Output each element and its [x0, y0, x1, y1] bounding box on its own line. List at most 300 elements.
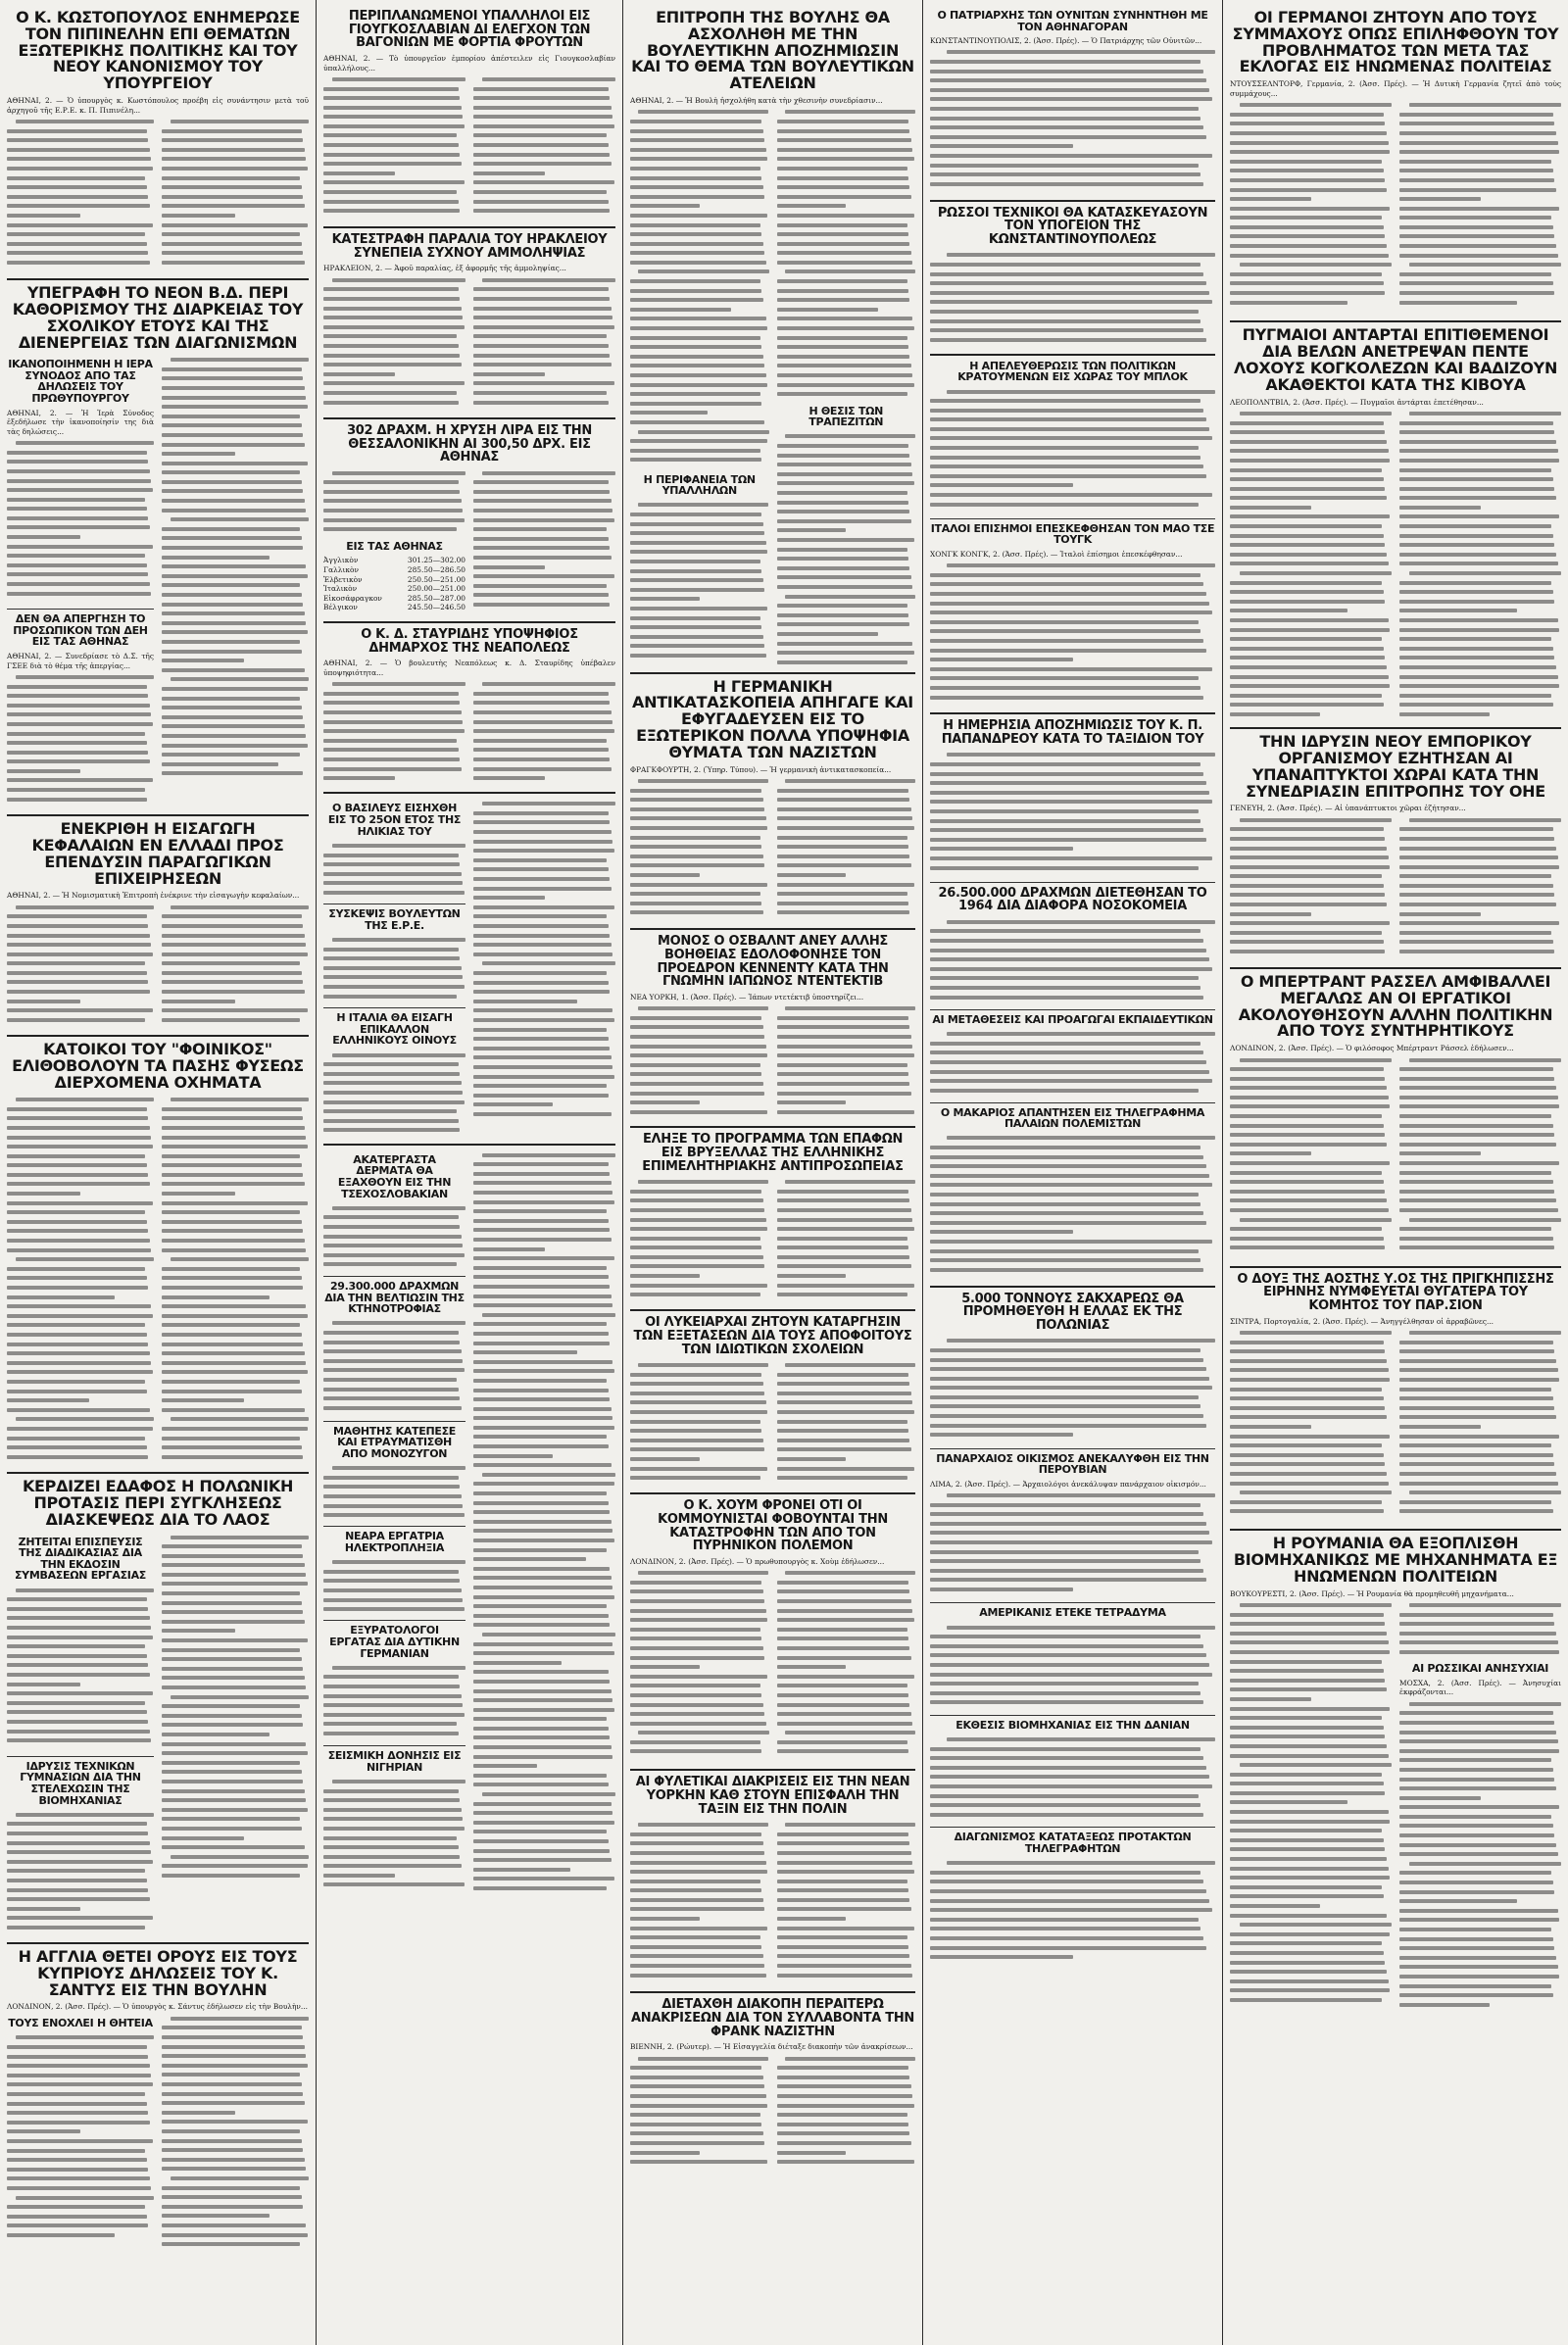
- dateline: ΑΘΗΝΑΙ, 2. — Ὁ βουλευτὴς Νεαπόλεως κ. Δ. Σταυρίδης ὑπέβαλεν ὑποψηφιότητα...: [323, 659, 615, 677]
- text-line: [1230, 1958, 1392, 1968]
- text-line: [630, 456, 769, 465]
- text-line: [630, 805, 769, 814]
- text-line: [1230, 251, 1392, 261]
- text-line: [930, 589, 1215, 599]
- text-line: [930, 104, 1215, 114]
- text-line: [1230, 1130, 1392, 1140]
- text-line: [323, 285, 466, 295]
- text-line: [7, 776, 154, 786]
- text-line: [1399, 900, 1561, 909]
- text-line: [777, 658, 916, 667]
- text-line: [777, 1177, 916, 1187]
- column-5: [1223, 0, 1568, 2345]
- text-line: [777, 276, 916, 286]
- text-line: [1230, 1366, 1392, 1376]
- text-line: [1399, 1840, 1561, 1850]
- text-line: [1230, 1224, 1392, 1234]
- text-line: [162, 1104, 309, 1114]
- text-line: [473, 1282, 615, 1292]
- text-line: [473, 1006, 615, 1016]
- text-line: [930, 1800, 1215, 1810]
- text-line: [473, 1630, 615, 1639]
- text-line: [162, 1283, 309, 1293]
- text-line: [473, 1376, 615, 1386]
- text-line: [473, 581, 615, 591]
- text-line: [1399, 587, 1561, 597]
- text-line: [777, 2138, 916, 2148]
- text-line: [7, 921, 154, 931]
- text-line: [162, 2174, 309, 2183]
- text-line: [630, 370, 769, 380]
- text-line: [777, 899, 916, 908]
- text-line: [7, 1246, 154, 1255]
- text-line: [630, 1215, 769, 1225]
- text-line: [7, 2212, 154, 2222]
- text-block: [162, 1533, 309, 1885]
- text-line: [323, 1232, 466, 1242]
- text-line: [162, 1833, 309, 1843]
- text-line: [1399, 701, 1561, 710]
- text-line: [930, 1538, 1215, 1547]
- text-line: [1399, 1393, 1561, 1403]
- text-line: [777, 823, 916, 833]
- text-line: [1399, 1479, 1561, 1489]
- text-line: [1399, 654, 1561, 663]
- text-line: [630, 389, 769, 399]
- text-line: [7, 691, 154, 701]
- text-line: [930, 845, 1215, 855]
- text-line: [777, 1700, 916, 1710]
- headline: Ο Κ. ΧΟΥΜ ΦΡΟΝΕΙ ΟΤΙ ΟΙ ΚΟΜΜΟΥΝΙΣΤΑΙ ΦΟΒΟΥΝΤΑΙ ΤΗΝ ΚΑΤΑΣΤΡΟΦΗΝ ΤΩΝ ΑΠΟ ΤΟΝ ΠΥΡΗΝΙΚΟΝ ΠΟΛΕΜΟΝ: [658, 1498, 888, 1554]
- text-line: [1399, 279, 1561, 289]
- text-line: [162, 2079, 309, 2089]
- text-line: [7, 978, 154, 988]
- text-line: [162, 2145, 309, 2155]
- text-line: [162, 1198, 309, 1208]
- text-line: [1230, 709, 1392, 719]
- headline: ΚΑΤΕΣΤΡΑΦΗ ΠΑΡΑΛΙΑ ΤΟΥ ΗΡΑΚΛΕΙΟΥ ΣΥΝΕΠΕΙΑ ΣΥΧΝΟΥ ΑΜΜΟΛΗΨΙΑΣ: [331, 232, 608, 261]
- headline: Ο ΔΟΥΞ ΤΗΣ ΑΟΣΤΗΣ Υ.ΟΣ ΤΗΣ ΠΡΙΓΚΗΠΙΣΣΗΣ ΕΙΡΗΝΗΣ ΝΥΜΦΕΥΕΤΑΙ ΘΥΓΑΤΕΡΑ ΤΟΥ ΚΟΜΗΤΟΣ ΤΟΥ ΠΑΡ.ΣΙΟΝ: [1237, 1271, 1554, 1313]
- text-line: [1399, 1102, 1561, 1112]
- text-line: [1230, 947, 1392, 956]
- text-line: [777, 268, 916, 277]
- text-line: [323, 679, 466, 689]
- text-line: [162, 1607, 309, 1617]
- text-line: [630, 1445, 769, 1455]
- text-line: [1230, 862, 1392, 872]
- text-line: [162, 722, 309, 732]
- headline: 302 ΔΡΑΧΜ. Η ΧΡΥΣΗ ΛΙΡΑ ΕΙΣ ΤΗΝ ΘΕΣΣΑΛΟΝΙΚΗΝ ΑΙ 300,50 ΔΡΧ. ΕΙΣ ΑΘΗΝΑΣ: [347, 422, 592, 465]
- headline: Ο Κ. Δ. ΣΤΑΥΡΙΔΗΣ ΥΠΟΨΗΦΙΟΣ ΔΗΜΑΡΧΟΣ ΤΗΣ ΝΕΑΠΟΛΕΩΣ: [361, 627, 578, 656]
- text-line: [1399, 474, 1561, 484]
- text-line: [323, 851, 466, 860]
- text-line: [323, 1700, 466, 1710]
- text-line: [162, 1274, 309, 1284]
- text-line: [930, 1651, 1215, 1661]
- text-line: [7, 1358, 154, 1368]
- text-line: [323, 1328, 466, 1338]
- dateline: ΒΙΕΝΝΗ, 2. (Ρώυτερ). — Ἡ Εἰσαγγελία διέταξε διακοπὴν τῶν ἀνακρίσεων...: [630, 2042, 913, 2052]
- text-line: [630, 220, 769, 230]
- text-line: [473, 1263, 615, 1273]
- text-line: [930, 1585, 1215, 1594]
- text-line: [777, 786, 916, 796]
- text-line: [7, 1340, 154, 1349]
- text-line: [473, 571, 615, 581]
- text-line: [473, 1574, 615, 1584]
- text-line: [1399, 465, 1561, 475]
- text-block: [930, 48, 1215, 195]
- text-line: [473, 699, 615, 708]
- text-line: [1230, 279, 1392, 289]
- text-line: [930, 1670, 1215, 1680]
- text-line: [162, 1815, 309, 1825]
- text-line: [930, 1868, 1215, 1878]
- text-line: [930, 1566, 1215, 1576]
- text-line: [1399, 138, 1561, 148]
- headline: ΑΙ ΜΕΤΑΘΕΣΕΙΣ ΚΑΙ ΠΡΟΑΓΩΓΑΙ ΕΚΠΑΙΔΕΥΤΙΚΩΝ: [932, 1012, 1213, 1026]
- text-line: [7, 729, 154, 739]
- text-line: [473, 968, 615, 978]
- text-block: [1399, 100, 1561, 316]
- text-block: [777, 1568, 916, 1764]
- headline: ΠΑΝΑΡΧΑΙΟΣ ΟΙΚΙΣΜΟΣ ΑΝΕΚΑΛΥΦΘΗ ΕΙΣ ΤΗΝ ΠΕΡΟΥΒΙΑΝ: [936, 1451, 1209, 1477]
- text-line: [162, 684, 309, 694]
- text-line: [630, 823, 769, 833]
- text-line: [473, 1883, 615, 1893]
- text-line: [930, 1039, 1215, 1049]
- text-line: [630, 1747, 769, 1757]
- text-line: [930, 500, 1215, 510]
- text-line: [630, 1252, 769, 1262]
- text-line: [162, 1617, 309, 1627]
- text-line: [7, 701, 154, 710]
- text-line: [1230, 825, 1392, 835]
- text-line: [162, 2098, 309, 2108]
- text-line: [7, 523, 154, 533]
- text-line: [162, 239, 309, 249]
- text-line: [777, 2129, 916, 2139]
- text-line: [162, 1264, 309, 1274]
- text-line: [1230, 1619, 1392, 1629]
- text-line: [1230, 1882, 1392, 1892]
- text-line: [162, 1852, 309, 1862]
- text-line: [473, 275, 615, 285]
- text-line: [1399, 550, 1561, 560]
- text-line: [777, 1858, 916, 1868]
- text-line: [777, 507, 916, 516]
- dateline: ΑΘΗΝΑΙ, 2. — Συνεδρίασε τὸ Δ.Σ. τῆς ΓΣΕΕ διὰ τὸ θέμα τῆς ἀπεργίας...: [7, 651, 154, 670]
- text-line: [7, 940, 154, 950]
- text-line: [630, 135, 769, 145]
- text-line: [473, 1724, 615, 1734]
- text-line: [1399, 1802, 1561, 1812]
- text-line: [930, 1698, 1215, 1708]
- text-line: [630, 1885, 769, 1895]
- text-line: [473, 1789, 615, 1799]
- text-line: [7, 1633, 154, 1642]
- text-line: [473, 1044, 615, 1053]
- text-line: [7, 1452, 154, 1462]
- text-line: [930, 288, 1215, 298]
- text-line: [930, 798, 1215, 807]
- text-block: [1230, 1055, 1392, 1261]
- text-line: [930, 1402, 1215, 1412]
- text-block: [7, 2033, 154, 2249]
- text-line: [630, 814, 769, 824]
- text-line: [473, 1771, 615, 1781]
- text-line: [323, 1729, 466, 1738]
- text-line: [162, 1246, 309, 1255]
- text-line: [630, 1407, 769, 1417]
- text-line: [473, 93, 615, 103]
- text-line: [162, 1207, 309, 1217]
- text-line: [323, 1786, 466, 1796]
- text-line: [630, 126, 769, 136]
- text-line: [930, 1905, 1215, 1915]
- text-line: [473, 1169, 615, 1179]
- headline: 29.300.000 ΔΡΑΧΜΩΝ ΔΙΑ ΤΗΝ ΒΕΛΤΙΩΣΙΝ ΤΗΣ ΚΤΗΝΟΤΡΟΦΙΑΣ: [324, 1280, 465, 1316]
- text-line: [162, 675, 309, 685]
- text-line: [1230, 1704, 1392, 1714]
- headline: ΡΩΣΣΟΙ ΤΕΧΝΙΚΟΙ ΘΑ ΚΑΤΑΣΚΕΥΑΣΟΥΝ ΤΟΝ ΥΠΟΓΕΙΟΝ ΤΗΣ ΚΩΝΣΤΑΝΤΙΝΟΥΠΟΛΕΩΣ: [937, 205, 1208, 247]
- text-block: [162, 1095, 309, 1467]
- text-line: [930, 307, 1215, 317]
- text-line: [630, 145, 769, 155]
- text-line: [1399, 1432, 1561, 1441]
- headline: ΠΕΡΙΠΛΑΝΩΜΕΝΟΙ ΥΠΑΛΛΗΛΟΙ ΕΙΣ ΓΙΟΥΓΚΟΣΛΑΒΙΑΝ ΔΙ ΕΛΕΓΧΟΝ ΤΩΝ ΒΑΓΟΝΙΩΝ ΜΕ ΦΟΡΤΙΑ ΦΡΟΥΤΩΝ: [348, 9, 591, 51]
- text-line: [162, 1748, 309, 1758]
- text-line: [930, 1208, 1215, 1218]
- text-line: [930, 683, 1215, 693]
- text-line: [930, 1915, 1215, 1925]
- text-line: [930, 1228, 1215, 1238]
- text-line: [777, 554, 916, 563]
- text-line: [630, 1243, 769, 1252]
- text-line: [930, 396, 1215, 406]
- text-line: [777, 220, 916, 230]
- text-line: [1399, 167, 1561, 176]
- text-line: [1230, 1920, 1392, 1930]
- text-line: [473, 1329, 615, 1339]
- text-line: [162, 768, 309, 778]
- text-line: [630, 2073, 769, 2082]
- text-line: [473, 1564, 615, 1574]
- text-line: [7, 738, 154, 748]
- headline: ΕΛΗΞΕ ΤΟ ΠΡΟΓΡΑΜΜΑ ΤΩΝ ΕΠΑΦΩΝ ΕΙΣ ΒΡΥΞΕΛΛΑΣ ΤΗΣ ΕΛΛΗΝΙΚΗΣ ΕΠΙΜΕΛΗΤΗΡΙΑΚΗΣ ΑΝΤΙΠΡΟΣΩΠΕΙΑΣ: [642, 1132, 904, 1174]
- text-line: [7, 1405, 154, 1415]
- text-line: [473, 865, 615, 875]
- text-line: [7, 2089, 154, 2099]
- text-block: [323, 1663, 466, 1741]
- text-line: [323, 398, 466, 408]
- text-line: [7, 117, 154, 126]
- text-line: [777, 135, 916, 145]
- text-line: [1230, 1205, 1392, 1215]
- text-line: [7, 258, 154, 268]
- text-line: [7, 220, 154, 230]
- text-line: [323, 1501, 466, 1511]
- text-line: [1399, 625, 1561, 635]
- text-line: [1230, 484, 1392, 494]
- text-line: [630, 1952, 769, 1962]
- text-line: [7, 931, 154, 941]
- text-line: [630, 1932, 769, 1942]
- text-line: [1230, 909, 1392, 919]
- text-line: [323, 773, 466, 783]
- text-line: [1399, 1906, 1561, 1916]
- text-block: [7, 903, 154, 1030]
- text-line: [1230, 456, 1392, 465]
- text-line: [162, 1142, 309, 1151]
- text-line: [1399, 128, 1561, 138]
- text-line: [630, 861, 769, 871]
- text-line: [162, 2042, 309, 2052]
- text-line: [930, 1265, 1215, 1275]
- text-line: [777, 1653, 916, 1663]
- text-line: [777, 2148, 916, 2158]
- text-line: [777, 889, 916, 899]
- text-line: [7, 202, 154, 212]
- text-line: [162, 1645, 309, 1655]
- text-line: [323, 122, 466, 131]
- text-line: [930, 1810, 1215, 1820]
- text-line: [323, 1213, 466, 1223]
- text-line: [1399, 560, 1561, 569]
- text-line: [1399, 597, 1561, 607]
- text-line: [1230, 418, 1392, 428]
- text-block: [930, 1337, 1215, 1444]
- text-line: [630, 651, 769, 660]
- text-line: [930, 936, 1215, 946]
- text-line: [630, 1867, 769, 1877]
- text-line: [777, 2054, 916, 2064]
- text-line: [777, 1961, 916, 1971]
- text-block: [777, 2054, 916, 2172]
- text-line: [1399, 662, 1561, 672]
- text-line: [473, 940, 615, 950]
- text-line: [1399, 634, 1561, 644]
- text-line: [162, 145, 309, 155]
- text-line: [323, 169, 466, 178]
- text-line: [630, 2138, 769, 2148]
- text-line: [930, 142, 1215, 152]
- text-line: [162, 1786, 309, 1796]
- text-line: [930, 1886, 1215, 1896]
- text-block: [162, 2014, 309, 2249]
- text-line: [1230, 1460, 1392, 1470]
- text-line: [473, 313, 615, 322]
- text-line: [1399, 1224, 1561, 1234]
- text-line: [1399, 1793, 1561, 1803]
- text-line: [473, 679, 615, 689]
- text-line: [473, 487, 615, 497]
- text-line: [323, 764, 466, 774]
- text-line: [930, 1688, 1215, 1698]
- text-block: [162, 117, 309, 273]
- text-line: [630, 642, 769, 652]
- headline: ΑΚΑΤΕΡΓΑΣΤΑ ΔΕΡΜΑΤΑ ΘΑ ΕΞΑΧΘΟΥΝ ΕΙΣ ΤΗΝ ΤΣΕΧΟΣΛΟΒΑΚΙΑΝ: [337, 1152, 452, 1200]
- text-line: [630, 1454, 769, 1464]
- text-line: [162, 2126, 309, 2136]
- text-line: [630, 258, 769, 268]
- text-line: [1230, 241, 1392, 251]
- text-line: [473, 717, 615, 727]
- text-line: [1230, 654, 1392, 663]
- text-line: [162, 1711, 309, 1721]
- text-block: [1399, 1328, 1561, 1524]
- text-line: [630, 192, 769, 202]
- text-line: [777, 1003, 916, 1013]
- text-line: [162, 155, 309, 165]
- text-line: [7, 1123, 154, 1133]
- text-block: [930, 1858, 1215, 1966]
- text-line: [323, 1079, 466, 1089]
- text-line: [777, 1379, 916, 1389]
- text-line: [930, 974, 1215, 984]
- text-line: [1399, 1887, 1561, 1897]
- text-line: [7, 1005, 154, 1015]
- text-line: [473, 1828, 615, 1837]
- text-line: [7, 458, 154, 467]
- text-line: [1230, 1215, 1392, 1225]
- text-line: [162, 1701, 309, 1711]
- text-line: [1230, 1845, 1392, 1855]
- text-line: [323, 953, 466, 963]
- text-line: [1399, 214, 1561, 223]
- text-line: [930, 1355, 1215, 1365]
- text-line: [473, 1668, 615, 1678]
- text-line: [1230, 1864, 1392, 1874]
- text-line: [630, 2063, 769, 2073]
- text-line: [162, 1424, 309, 1434]
- text-line: [930, 1679, 1215, 1688]
- text-block: [323, 74, 466, 221]
- text-line: [777, 333, 916, 343]
- text-line: [323, 689, 466, 699]
- text-line: [473, 388, 615, 398]
- text-line: [777, 1243, 916, 1252]
- text-line: [162, 1692, 309, 1702]
- text-block: [323, 468, 466, 537]
- text-line: [1230, 409, 1392, 418]
- text-line: [630, 1858, 769, 1868]
- text-line: [473, 524, 615, 534]
- text-line: [777, 1370, 916, 1380]
- text-line: [930, 1641, 1215, 1651]
- text-line: [162, 759, 309, 769]
- text-line: [1230, 298, 1392, 308]
- text-line: [162, 647, 309, 657]
- text-line: [323, 275, 466, 285]
- text-block: [777, 108, 916, 402]
- text-line: [630, 276, 769, 286]
- text-line: [630, 870, 769, 880]
- text-block: [1230, 815, 1392, 962]
- text-line: [473, 1527, 615, 1537]
- text-line: [323, 1260, 466, 1270]
- text-line: [473, 987, 615, 997]
- headline: ΑΙ ΦΥΛΕΤΙΚΑΙ ΔΙΑΚΡΙΣΕΙΣ ΕΙΣ ΤΗΝ ΝΕΑΝ ΥΟΡΚΗΝ ΚΑΘ ΣΤΟΥΝ ΕΠΙΣΦΑΛΗ ΤΗΝ ΤΑΞΙΝ ΕΙΣ ΤΗΝ ΠΟΛΙΝ: [635, 1775, 910, 1817]
- text-line: [162, 173, 309, 183]
- dateline: ΧΟΝΓΚ ΚΟΝΓΚ, 2. (Ἀσσ. Πρές). — Ἰταλοὶ ἐπίσημοι ἐπεσκέφθησαν...: [930, 549, 1183, 559]
- text-line: [162, 1561, 309, 1571]
- text-line: [323, 187, 466, 197]
- text-line: [930, 1556, 1215, 1566]
- text-line: [1399, 269, 1561, 279]
- text-line: [1230, 634, 1392, 644]
- text-line: [630, 2148, 769, 2158]
